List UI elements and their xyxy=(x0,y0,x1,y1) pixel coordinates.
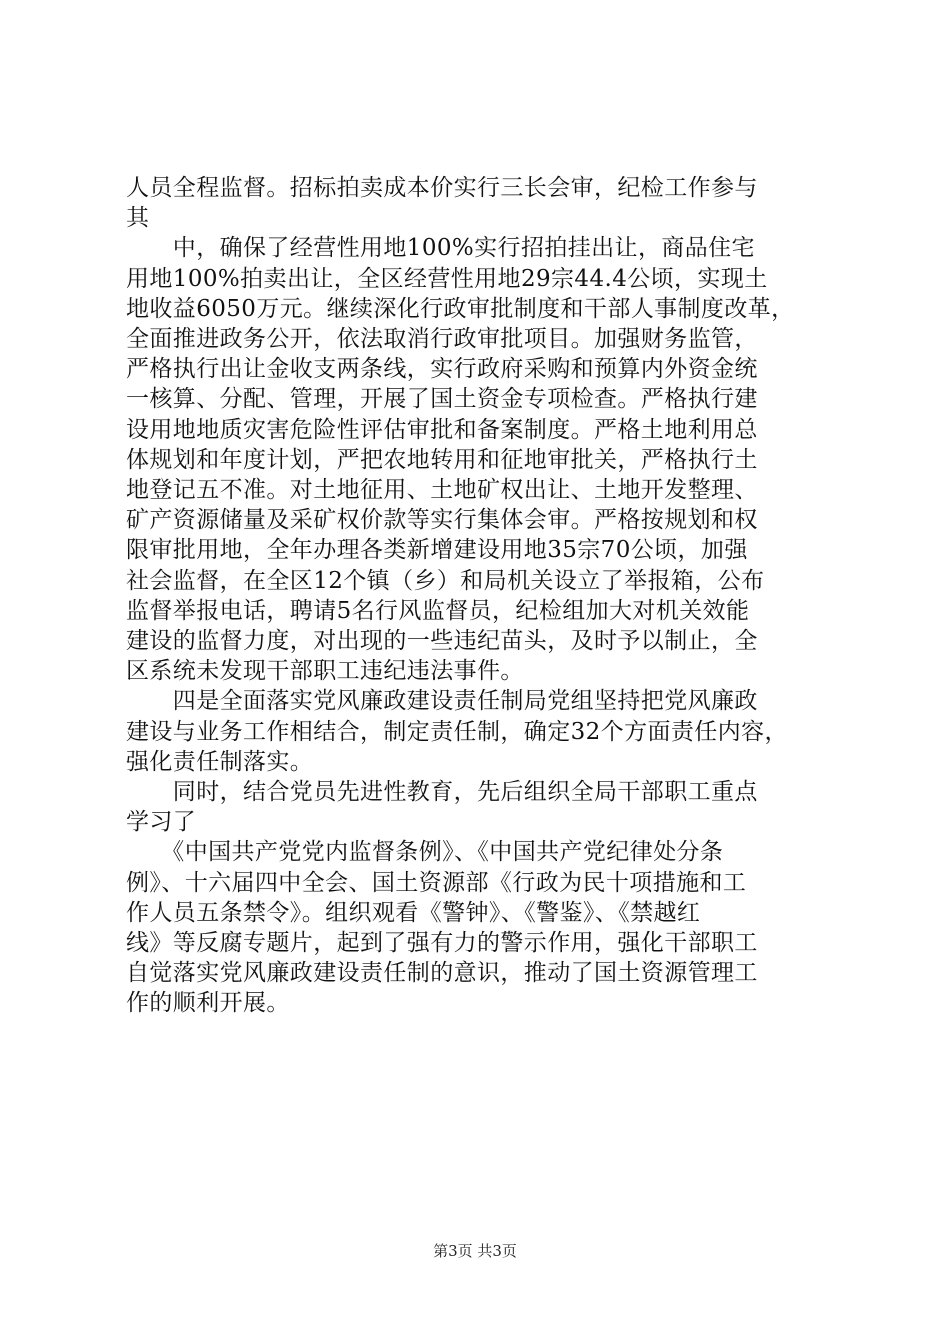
text-line: 全面推进政务公开，依法取消行政审批项目。加强财务监管， xyxy=(126,326,758,353)
text-line: 强化责任制落实。 xyxy=(126,748,314,775)
text-line: 作的顺利开展。 xyxy=(126,990,290,1017)
text-line: 线》等反腐专题片，起到了强有力的警示作用，强化干部职工 xyxy=(126,930,758,957)
text-line: 建设与业务工作相结合，制定责任制，确定32个方面责任内容， xyxy=(126,718,788,745)
text-line: 同时，结合党员先进性教育，先后组织全局干部职工重点 xyxy=(126,779,758,806)
text-line: 严格执行出让金收支两条线，实行政府采购和预算内外资金统 xyxy=(126,356,758,383)
text-line: 一核算、分配、管理，开展了国土资金专项检查。严格执行建 xyxy=(126,386,758,413)
text-line: 自觉落实党风廉政建设责任制的意识，推动了国土资源管理工 xyxy=(126,960,758,987)
text-line: 人员全程监督。招标拍卖成本价实行三长会审，纪检工作参与 xyxy=(126,175,758,201)
text-line: 限审批用地，全年办理各类新增建设用地35宗70公顷，加强 xyxy=(126,537,748,564)
text-line: 矿产资源储量及采矿权价款等实行集体会审。严格按规划和权 xyxy=(126,507,758,534)
text-line: 设用地地质灾害危险性评估审批和备案制度。严格土地利用总 xyxy=(126,416,758,443)
text-line: 体规划和年度计划，严把农地转用和征地审批关，严格执行土 xyxy=(126,446,758,473)
page-number-label: 第3页 共3页 xyxy=(433,1242,517,1260)
text-line: 地登记五不准。对土地征用、土地矿权出让、土地开发整理、 xyxy=(126,477,758,504)
text-line: 监督举报电话，聘请5名行风监督员，纪检组加大对机关效能 xyxy=(126,597,750,624)
text-line: 社会监督，在全区12个镇（乡）和局机关设立了举报箱，公布 xyxy=(126,567,765,594)
text-line: 作人员五条禁令》。组织观看《警钟》、《警鉴》、《禁越红 xyxy=(126,899,701,926)
document-body xyxy=(126,173,836,1019)
text-line: 其 xyxy=(126,205,150,232)
text-line: 地收益6050万元。继续深化行政审批制度和干部人事制度改革， xyxy=(126,295,795,322)
text-line: 学习了 xyxy=(126,809,197,836)
page-footer xyxy=(0,1241,950,1261)
text-line: 用地100%拍卖出让，全区经营性用地29宗44.4公顷，实现土 xyxy=(126,265,768,292)
text-line: 例》、十六届四中全会、国土资源部《行政为民十项措施和工 xyxy=(126,869,747,896)
text-line: 区系统未发现干部职工违纪违法事件。 xyxy=(126,658,524,685)
text-line: 四是全面落实党风廉政建设责任制局党组坚持把党风廉政 xyxy=(126,688,758,715)
text-line: 建设的监督力度，对出现的一些违纪苗头，及时予以制止，全 xyxy=(126,628,758,655)
text-line: 中，确保了经营性用地100%实行招拍挂出让，商品住宅 xyxy=(126,235,755,262)
text-line: 《中国共产党党内监督条例》、《中国共产党纪律处分条 xyxy=(126,839,724,866)
